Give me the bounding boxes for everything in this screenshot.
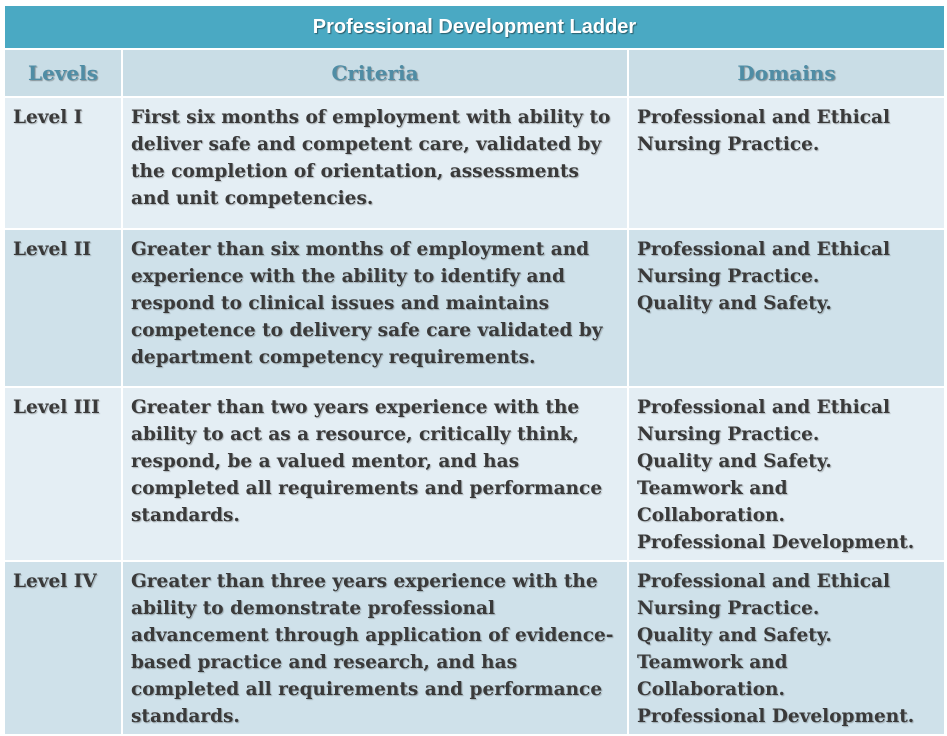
domains-cell	[628, 561, 945, 735]
domain-item: Quality and Safety.	[637, 625, 832, 646]
criteria-cell: First six months of employment with ability to deliver safe and competent care, validated by the completion of orientation, assessments and unit competencies.	[122, 97, 628, 229]
domain-item: Teamwork and Collaboration.	[637, 652, 788, 700]
level-cell: Level I	[4, 97, 122, 229]
domain-item: Professional Development.	[637, 532, 915, 553]
domain-item: Professional Development.	[637, 706, 915, 727]
table-title: Professional Development Ladder	[4, 5, 945, 49]
criteria-cell: Greater than six months of employment and experience with the ability to identify and respond to clinical issues and maintains competence to delivery safe care validated by department competency requirements.	[122, 229, 628, 387]
domain-item: Quality and Safety.	[637, 451, 832, 472]
domain-item: Professional and Ethical Nursing Practice.	[637, 107, 891, 155]
domain-item: Professional and Ethical Nursing Practice.	[637, 571, 891, 619]
table-row-level-2	[4, 229, 945, 387]
domain-item: Professional and Ethical Nursing Practice.	[637, 397, 891, 445]
domains-header: Domains	[628, 49, 945, 97]
professional-development-ladder-table	[3, 4, 946, 736]
criteria-cell: Greater than three years experience with the ability to demonstrate professional advancement through application of evidence-based practice and research, and has completed all requirements and performance standards.	[122, 561, 628, 735]
domains-cell	[628, 387, 945, 561]
title-row	[4, 5, 945, 49]
table-row-level-1	[4, 97, 945, 229]
levels-header: Levels	[4, 49, 122, 97]
table-row-level-3	[4, 387, 945, 561]
domains-cell	[628, 229, 945, 387]
level-cell: Level III	[4, 387, 122, 561]
header-row	[4, 49, 945, 97]
domain-item: Teamwork and Collaboration.	[637, 478, 788, 526]
domains-cell	[628, 97, 945, 229]
criteria-header: Criteria	[122, 49, 628, 97]
level-cell: Level II	[4, 229, 122, 387]
domain-item: Quality and Safety.	[637, 293, 832, 314]
level-cell: Level IV	[4, 561, 122, 735]
criteria-cell: Greater than two years experience with the ability to act as a resource, critically think, respond, be a valued mentor, and has completed all requirements and performance standards.	[122, 387, 628, 561]
table-row-level-4	[4, 561, 945, 735]
domain-item: Professional and Ethical Nursing Practice.	[637, 239, 891, 287]
